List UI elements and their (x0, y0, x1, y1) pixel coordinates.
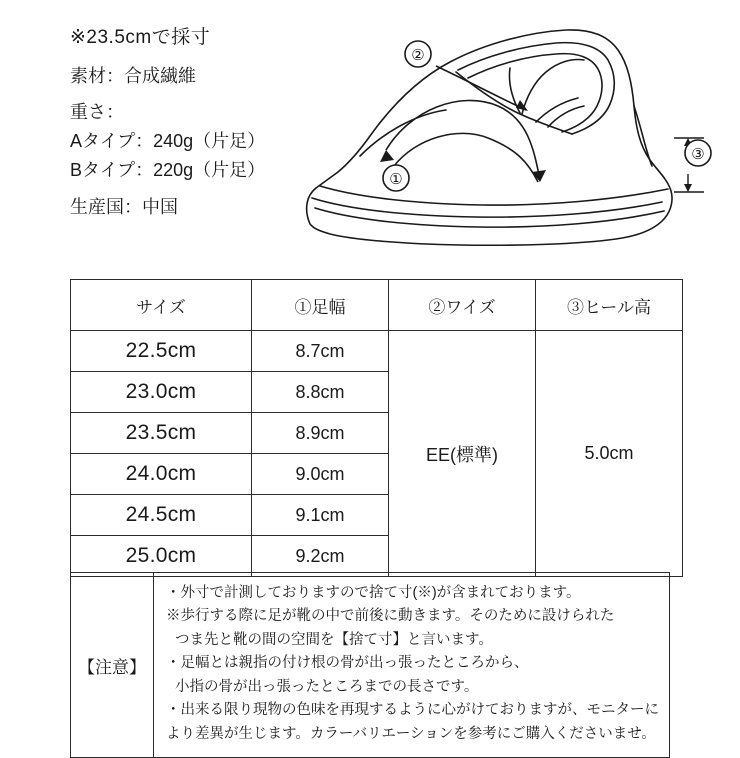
header-size: サイズ (71, 280, 252, 331)
spec-origin: 生産国：中国 (70, 196, 178, 217)
notes-box (70, 572, 670, 758)
spec-weight-label: 重さ： (70, 102, 124, 123)
notes-line: ・出来る限り現物の色味を再現するように心がけておりますが、モニターに (166, 702, 659, 719)
notes-body (154, 573, 669, 757)
callout-1-label: ① (389, 171, 403, 188)
header-foot-width: ①足幅 (252, 280, 389, 331)
cell-foot-width: 8.9cm (252, 413, 389, 454)
shoe-illustration (290, 10, 720, 265)
cell-foot-width: 9.0cm (252, 454, 389, 495)
callout-2-label: ② (411, 47, 425, 64)
measurement-note: ※23.5cmで採寸 (70, 27, 211, 48)
notes-line: 小指の骨が出っ張ったところまでの長さです。 (175, 678, 479, 695)
notes-line: ・外寸で計測しておりますので捨て寸(※)が含まれております。 (166, 585, 581, 601)
cell-size: 24.5cm (71, 495, 252, 536)
cell-size: 22.5cm (71, 331, 252, 372)
header-heel-height: ③ヒール高 (536, 280, 683, 331)
size-table (70, 279, 683, 577)
cell-foot-width: 8.8cm (252, 372, 389, 413)
notes-line: つま先と靴の間の空間を【捨て寸】と言います。 (175, 631, 493, 648)
notes-line: ※歩行する際に足が靴の中で前後に動きます。そのために設けられた (166, 608, 615, 625)
table-header-row (71, 280, 683, 331)
cell-size: 23.0cm (71, 372, 252, 413)
cell-size: 23.5cm (71, 413, 252, 454)
cell-heel-height: 5.0cm (536, 331, 683, 577)
spec-weight-type-b: Bタイプ：220g（片足） (70, 160, 266, 181)
notes-line: より差異が生じます。カラーバリエーションを参考にご購入くださいませ。 (166, 725, 656, 742)
cell-foot-width: 9.1cm (252, 495, 389, 536)
spec-weight-type-a: Aタイプ：240g（片足） (70, 131, 266, 152)
callout-3-label: ③ (691, 146, 705, 163)
cell-size: 25.0cm (71, 536, 252, 577)
notes-label: 【注意】 (71, 573, 154, 757)
product-spec-block (70, 22, 320, 222)
cell-wise: EE(標準) (389, 331, 536, 577)
table-row (71, 331, 683, 372)
cell-size: 24.0cm (71, 454, 252, 495)
notes-line: ・足幅とは親指の付け根の骨が出っ張ったところから、 (166, 655, 529, 672)
cell-foot-width: 8.7cm (252, 331, 389, 372)
spec-material: 素材：合成繊維 (70, 66, 196, 86)
cell-foot-width: 9.2cm (252, 536, 389, 577)
header-wise: ②ワイズ (389, 280, 536, 331)
